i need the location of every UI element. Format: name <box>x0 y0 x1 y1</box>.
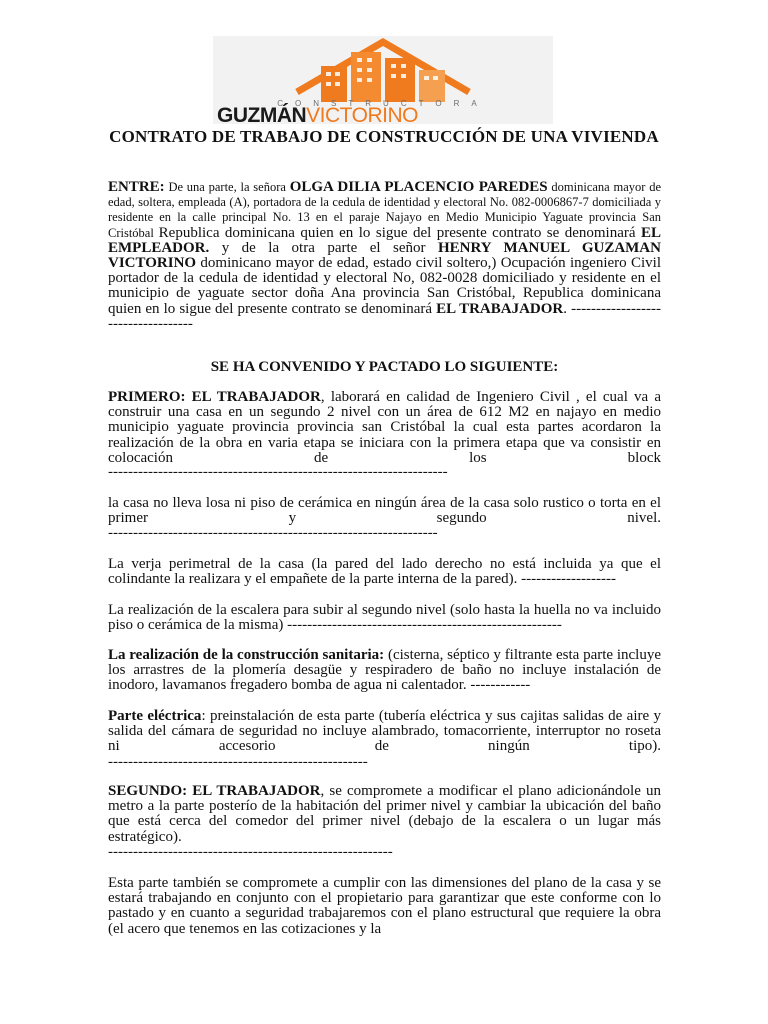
primero-dashes: -------------------------------------------------------------------- <box>108 465 448 480</box>
entre-label: ENTRE: <box>108 179 165 195</box>
segundo-label: SEGUNDO: EL TRABAJADOR <box>108 783 321 799</box>
clause-electrica <box>108 709 661 755</box>
logo-brand-right: VICTORINO <box>306 104 418 124</box>
clause-verja: La verja perimetral de la casa (la pared del lado derecho no está incluida ya que el colindante la realizara y el empañete de la parte interna de la pared). ------------------- <box>108 556 661 588</box>
primero-label: PRIMERO: EL TRABAJADOR <box>108 389 321 405</box>
worker-label: EL TRABAJADOR <box>436 300 564 317</box>
losa-dashes: ------------------------------------------------------------------ <box>108 526 438 541</box>
entre-text-5: dominicano mayor de edad, estado civil soltero,) Ocupación ingeniero Civil portador de la cedula de identidad y electoral No, 082-0028 domiciliado y residente en el municipio de yaguate sector doña Ana provincia San Cristóbal, Republica dominicana quien en lo sigue del presente contrato se denominará <box>108 255 661 317</box>
primero-text: , laborará en calidad de Ingeniero Civil , el cual va a construir una casa en un segundo 2 nivel con un área de 612 M2 en najayo en medio municipio yaguate provincia provincia san Cristóbal la cual esta partes acordaron la realización de la obra en varia etapa se iniciara con la primera etapa que va consistir en colocación de los block <box>108 389 662 466</box>
sanitaria-label: La realización de la construcción sanitaria: <box>108 647 385 663</box>
svg-text:GUZMÁNVICTORINO <box>217 104 418 124</box>
sanitaria-text: (cisterna, séptico y filtrante esta parte incluye los arrastres de la plomería desagüe y respiradero de baño no incluye instalación de inodoro, lavamanos fregadero bomba de agua ni calentador. ------------ <box>108 647 661 694</box>
logo-top-word: CONSTRUCTORA <box>277 99 489 108</box>
electrica-text: : preinstalación de esta parte (tubería eléctrica y sus cajitas salidas de aire y salida del cámara de seguridad no incluye alambrado, tomacorriente, interruptor no roseta ni accesorio de ningún tipo). <box>108 708 661 755</box>
entre-text-1: De una parte, la señora <box>164 180 290 194</box>
logo-graphic <box>213 36 553 124</box>
worker-name: HENRY MANUEL GUZAMAN VICTORINO <box>108 239 661 272</box>
section-heading: SE HA CONVENIDO Y PACTADO LO SIGUIENTE: <box>210 359 559 375</box>
segundo-text: , se compromete a modificar el plano adicionándole un metro a la parte posterío de la habitación del primer nivel y cambiar la ubicación del baño que está cerca del comedor del primer nivel (debajo de la escalera o un lugar más estratégico). <box>108 783 661 845</box>
entre-text-6: . ----------------------------------- <box>108 300 661 332</box>
employer-label: EL EMPLEADOR. <box>108 224 662 256</box>
clause-escalera: La realización de la escalera para subir al segundo nivel (solo hasta la huella no va incluido piso o cerámica de la misma) ------------------------------------------------------- <box>108 602 661 634</box>
clause-esta-parte: Esta parte también se compromete a cumplir con las dimensiones del plano de la casa y se estará trabajando en conjunto con el propietario para garantizar que este conforme con lo pastado y en cuanto a seguridad trabajaremos con el plano estructural que requiere la obra (el acero que tenemos en las cotizaciones y la <box>108 875 661 937</box>
electrica-label: Parte eléctrica <box>108 708 202 724</box>
segundo-dashes: --------------------------------------------------------- <box>108 845 393 860</box>
entre-text-2: dominicana mayor de edad, soltera, empleada (A), portadora de la cedula de identidad y electoral No. 082-0006867-7 domiciliada y residente en la calle principal No. 13 en el paraje Najayo en Medio Municipio Yaguate provincia San Cristóbal <box>108 180 661 240</box>
logo-brand-left: GUZMÁN <box>217 104 307 124</box>
company-logo <box>213 36 553 124</box>
clause-losa: la casa no lleva losa ni piso de cerámica en ningún área de la casa solo rustico o torta en el primer y segundo nivel. <box>108 495 661 527</box>
document-title: CONTRATO DE TRABAJO DE CONSTRUCCIÓN DE UNA VIVIENDA <box>109 127 659 146</box>
entre-text-4: y de la otra parte el señor <box>209 239 438 256</box>
employer-name: OLGA DILIA PLACENCIO PAREDES <box>289 179 548 195</box>
clause-segundo <box>108 784 661 845</box>
clause-primero <box>108 390 661 466</box>
entre-text-3: Republica dominicana quien en lo sigue del presente contrato se denominará <box>158 224 641 241</box>
clause-sanitaria <box>108 648 661 694</box>
electrica-dashes: ---------------------------------------------------- <box>108 755 368 770</box>
parties-paragraph <box>108 180 661 332</box>
